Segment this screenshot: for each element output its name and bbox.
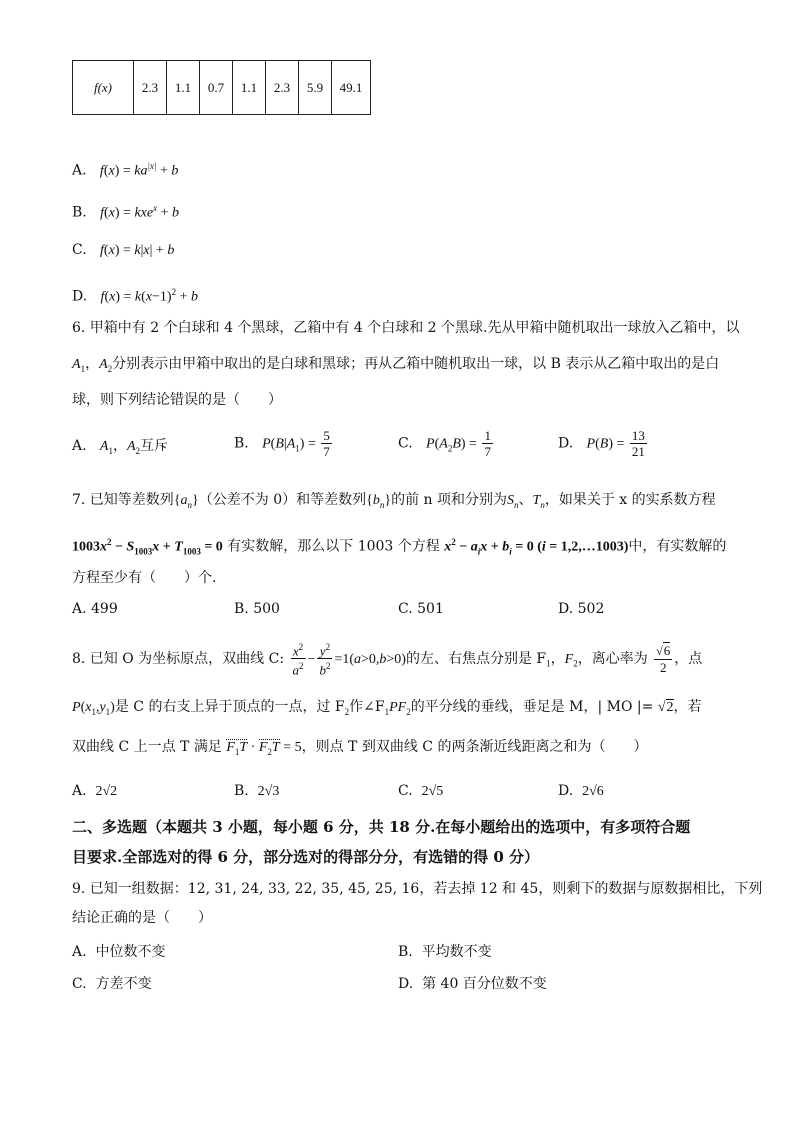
option-label: C. [398, 783, 413, 799]
option-text: 方差不变 [95, 976, 152, 992]
q8-text-i: 双曲线 C 上一点 T 满足 [72, 739, 222, 755]
option-text: 平均数不变 [421, 944, 492, 960]
fraction: $\frac{13}{21}$ [631, 428, 645, 459]
option-label: D. [398, 976, 414, 992]
option-text: 第 40 百分位数不变 [422, 976, 547, 992]
q8-text-a: 8. 已知 O 为坐标原点，双曲线 C: [72, 650, 285, 667]
q8-text-e: 是 C 的右支上异于顶点的一点，过 F [114, 699, 345, 715]
q9-line-2: 结论正确的是（ ） [72, 910, 212, 926]
option-label: C. [398, 435, 413, 452]
option-formula: f [100, 205, 104, 221]
option-label: B. [234, 435, 249, 452]
q9-option-a [72, 942, 165, 962]
fraction: $\frac{x^2}{a^2}$ [292, 642, 304, 678]
q7-text-e: 有实数解，那么以下 1003 个方程 [227, 538, 440, 555]
q6-option-d: D. P(B) = $\frac{13}{21}$ [558, 428, 645, 459]
q7-text-f: 中，有实数解的 [628, 538, 727, 555]
option-label: A. [72, 438, 87, 454]
table-cell: 1.1 [233, 61, 266, 115]
q7-line-1: 7. 已知等差数列$\{a_n\}$（公差不为 0）和等差数列$\{b_n\}$的前 n 项和分别为$S_n$、$T_n$，如果关于 x 的实系数方程 [72, 492, 716, 510]
fraction: $\frac{√6}{2}$ [656, 642, 671, 675]
table-cell: 1.1 [167, 61, 200, 115]
option-text: 互斥 [140, 438, 169, 454]
q7-option-c [398, 599, 444, 619]
function-values-table [72, 60, 371, 115]
table-cell: 5.9 [299, 61, 332, 115]
q5-option-c: C. f(x) = k|x| + b [72, 242, 175, 258]
option-label: B. [234, 601, 249, 617]
option-label: A. [72, 783, 87, 799]
option-label: A. [72, 601, 87, 617]
q9-option-b [398, 942, 492, 962]
q7-option-d [558, 599, 604, 619]
option-value: 2√6 [582, 784, 604, 799]
option-label: B. [398, 944, 413, 960]
table-row-label: f(x) [93, 79, 113, 95]
q6-line-2: $A_1$，$A_2$分别表示由甲箱中取出的是白球和黑球；再从乙箱中随机取出一球，以 B 表示从乙箱中取出的是白 [72, 356, 720, 374]
option-value: 501 [417, 601, 444, 617]
q8-text-d: ，点 [674, 650, 703, 667]
option-value: 2√2 [95, 784, 118, 799]
q6-line-1: 6. 甲箱中有 2 个白球和 4 个黑球，乙箱中有 4 个白球和 2 个黑球.先从甲箱中随机取出一球放入乙箱中，以 [72, 320, 740, 336]
q6-option-a: A. $A_1$，$A_2$互斥 [72, 438, 169, 456]
fraction: $\frac{y^2}{b^2}$ [319, 642, 331, 678]
table-cell: 2.3 [134, 61, 167, 115]
q7-line-3: 方程至少有（ ）个. [72, 570, 217, 586]
q8-option-d [558, 781, 604, 802]
table-row [73, 61, 371, 115]
q7-text-d: ，如果关于 x 的实系数方程 [544, 492, 716, 508]
table-cell: 49.1 [332, 61, 371, 115]
q6-option-c: C. $P(A_2B)$ = $\frac{1}{7}$ [398, 428, 491, 459]
option-label: A. [72, 162, 87, 179]
q5-option-d: D. $f(x) = k(x-1)^2 + b$ [72, 287, 198, 305]
option-label: C. [398, 601, 413, 617]
option-text: 中位数不变 [95, 944, 166, 960]
q9-option-d [398, 974, 547, 994]
section-2-title-line-2: 目要求.全部选对的得 6 分，部分选对的得部分分，有选错的得 0 分） [72, 848, 539, 866]
option-label: C. [72, 976, 87, 992]
table-cell: 2.3 [266, 61, 299, 115]
q8-text-f: 作∠F [349, 699, 385, 715]
q8-text-c: ，离心率为 [577, 650, 648, 667]
q6-line-3: 球，则下列结论错误的是（ ） [72, 392, 282, 408]
option-value: 502 [577, 601, 605, 617]
q7-text-b: （公差不为 0）和等差数列 [198, 492, 367, 508]
q8-text-h: ，若 [673, 699, 702, 715]
option-label: D. [558, 435, 574, 452]
q6-line-2-text: 分别表示由甲箱中取出的是白球和黑球；再从乙箱中随机取出一球，以 B 表示从乙箱中取出的是白 [112, 356, 720, 372]
section-2-title-line-1: 二、多选题（本题共 3 小题，每小题 6 分，共 18 分.在每小题给出的选项中，有多项符合题 [72, 818, 691, 836]
q7-text-c: 的前 n 项和分别为 [391, 492, 508, 508]
q5-option-b: B. f(x) = kxe$^x$ + b [72, 203, 180, 221]
q9-line-1: 9. 已知一组数据：12, 31, 24, 33, 22, 35, 45, 25, 16，若去掉 12 和 45，则剩下的数据与原数据相比，下列 [72, 881, 763, 897]
option-label: D. [72, 288, 88, 305]
q8-line-2: $P(x_1,y_1)$是 C 的右支上异于顶点的一点，过 $F_2$作$\angle F_1PF_2$的平分线的垂线，垂足是 M，| MO |= √2，若 [72, 699, 702, 717]
q8-option-a [72, 781, 117, 802]
q8-text-j: ，则点 T 到双曲线 C 的两条渐近线距离之和为（ ） [301, 739, 648, 755]
option-label: B. [234, 783, 249, 799]
q7-option-b [234, 599, 280, 619]
option-value: 499 [91, 601, 118, 617]
option-label: D. [558, 783, 574, 799]
q8-option-b [234, 781, 279, 802]
q5-option-a: A. $f(x) = ka^{|x|} + b$ [72, 161, 179, 179]
option-formula: f [100, 243, 104, 258]
option-value: 2√3 [257, 784, 280, 799]
option-value: 500 [253, 601, 280, 617]
option-label: B. [72, 204, 87, 221]
q8-line-1: 8. 已知 O 为坐标原点，双曲线 C: $\frac{x^2}{a^2}$ − $\frac{y^2}{b^2}$ =1(a>0,b>0)的左、右焦点分别是 $F_1$，$F_2$，离心率为 $\frac{√6}{2}$ ，点 [72, 642, 703, 678]
option-value: 2√5 [421, 784, 444, 799]
q8-text-b: 的左、右焦点分别是 F [405, 650, 547, 667]
table-row-header [73, 61, 134, 115]
q7-text-a: 7. 已知等差数列 [72, 492, 174, 508]
option-label: C. [72, 242, 87, 258]
fraction: $\frac{1}{7}$ [484, 428, 491, 459]
q7-option-a [72, 599, 118, 619]
q9-option-c [72, 974, 152, 994]
option-label: D. [558, 601, 574, 617]
fraction: $\frac{5}{7}$ [323, 428, 330, 459]
q8-line-3: 双曲线 C 上一点 T 满足 $F_1T \cdot F_2T = 5$，则点 T 到双曲线 C 的两条渐近线距离之和为（ ） [72, 739, 648, 757]
option-label: A. [72, 944, 87, 960]
option-formula: f [99, 163, 104, 179]
q8-option-c [398, 781, 443, 802]
q8-text-g: 的平分线的垂线，垂足是 M，| MO |= [410, 699, 654, 715]
table-cell: 0.7 [200, 61, 233, 115]
q7-line-2: $1003x^2 - S_{1003}x + T_{1003} = 0$ 有实数解，那么以下 1003 个方程 $x^2 - a_ix + b_i = 0$ (i = 1,2,…1003)中，有实数解的 [72, 537, 727, 557]
q6-option-b: B. $P(B|A_1)$ = $\frac{5}{7}$ [234, 428, 330, 459]
option-formula: f [100, 289, 105, 305]
